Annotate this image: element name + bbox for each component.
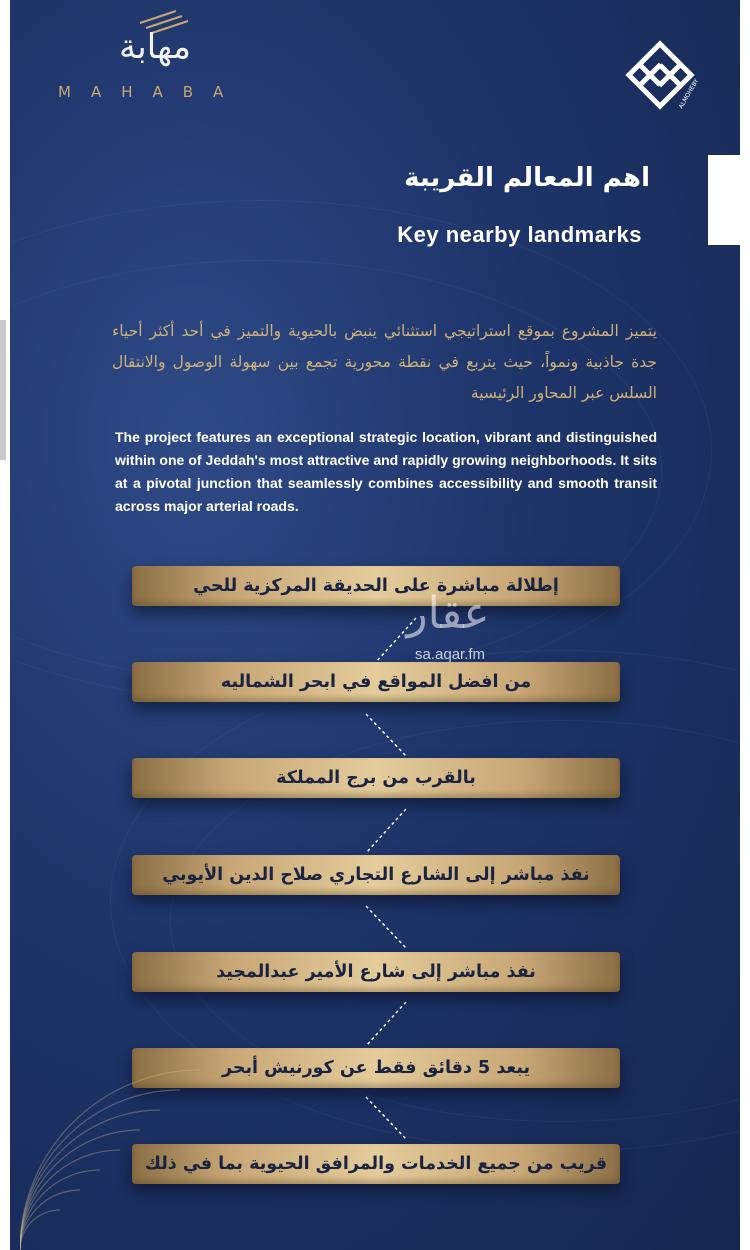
landmark-label: قريب من جميع الخدمات والمرافق الحيوية بما في ذلك xyxy=(144,1154,608,1174)
page-tab-marker xyxy=(708,155,741,245)
brochure-panel xyxy=(10,0,740,1250)
developer-logo-icon xyxy=(620,35,700,115)
page-edge-strip xyxy=(0,320,6,460)
mark-caption: ALMOHEBY xyxy=(677,77,700,110)
dashed-connector xyxy=(360,902,412,954)
landmark-bar xyxy=(132,566,620,606)
dashed-connector xyxy=(360,710,412,762)
landmark-bar xyxy=(132,952,620,992)
landmark-bar xyxy=(132,662,620,702)
watermark-arabic: عقار xyxy=(406,588,490,639)
landmark-label: بالقرب من برج المملكة xyxy=(276,768,476,788)
landmark-label: إطلالة مباشرة على الحديقة المركزية للحي xyxy=(193,576,559,596)
heading-english: Key nearby landmarks xyxy=(397,222,642,247)
landmark-label: يبعد 5 دقائق فقط عن كورنيش أبحر xyxy=(221,1058,531,1078)
logo-arabic: مهابة xyxy=(119,27,191,67)
heading-arabic: اهم المعالم القريبة xyxy=(404,163,650,193)
dashed-connector xyxy=(360,1093,412,1145)
dashed-connector xyxy=(360,805,412,857)
landmark-label: نفذ مباشر إلى الشارع التجاري صلاح الدين الأيوبي xyxy=(162,865,590,885)
landmark-label: من افضل المواقع في ابحر الشماليه xyxy=(220,672,532,692)
landmark-bar xyxy=(132,855,620,895)
decorative-arcs-icon xyxy=(20,1060,250,1250)
intro-arabic: يتميز المشروع بموقع استراتيجي استثنائي ينبض بالحيوية والتميز في أحد أكثر أحياء جدة جاذبية ونمواً، حيث يتربع في نقطة محورية تجمع بين سهولة الوصول والانتقال السلس عبر المحاور الرئيسية xyxy=(112,322,657,402)
mahaba-logo xyxy=(50,5,270,105)
intro-english: The project features an exceptional strategic location, vibrant and distinguished within one of Jeddah's most attractive and rapidly growing neighborhoods. It sits at a pivotal junction that seamlessly combines accessibility and smooth transit across major arterial roads. xyxy=(115,429,657,514)
dashed-connector xyxy=(360,998,412,1050)
watermark-url: sa.aqar.fm xyxy=(415,646,486,663)
landmark-label: نفذ مباشر إلى شارع الأمير عبدالمجيد xyxy=(216,962,536,982)
logo-latin: MAHABA xyxy=(58,83,244,101)
landmark-bar xyxy=(132,758,620,798)
